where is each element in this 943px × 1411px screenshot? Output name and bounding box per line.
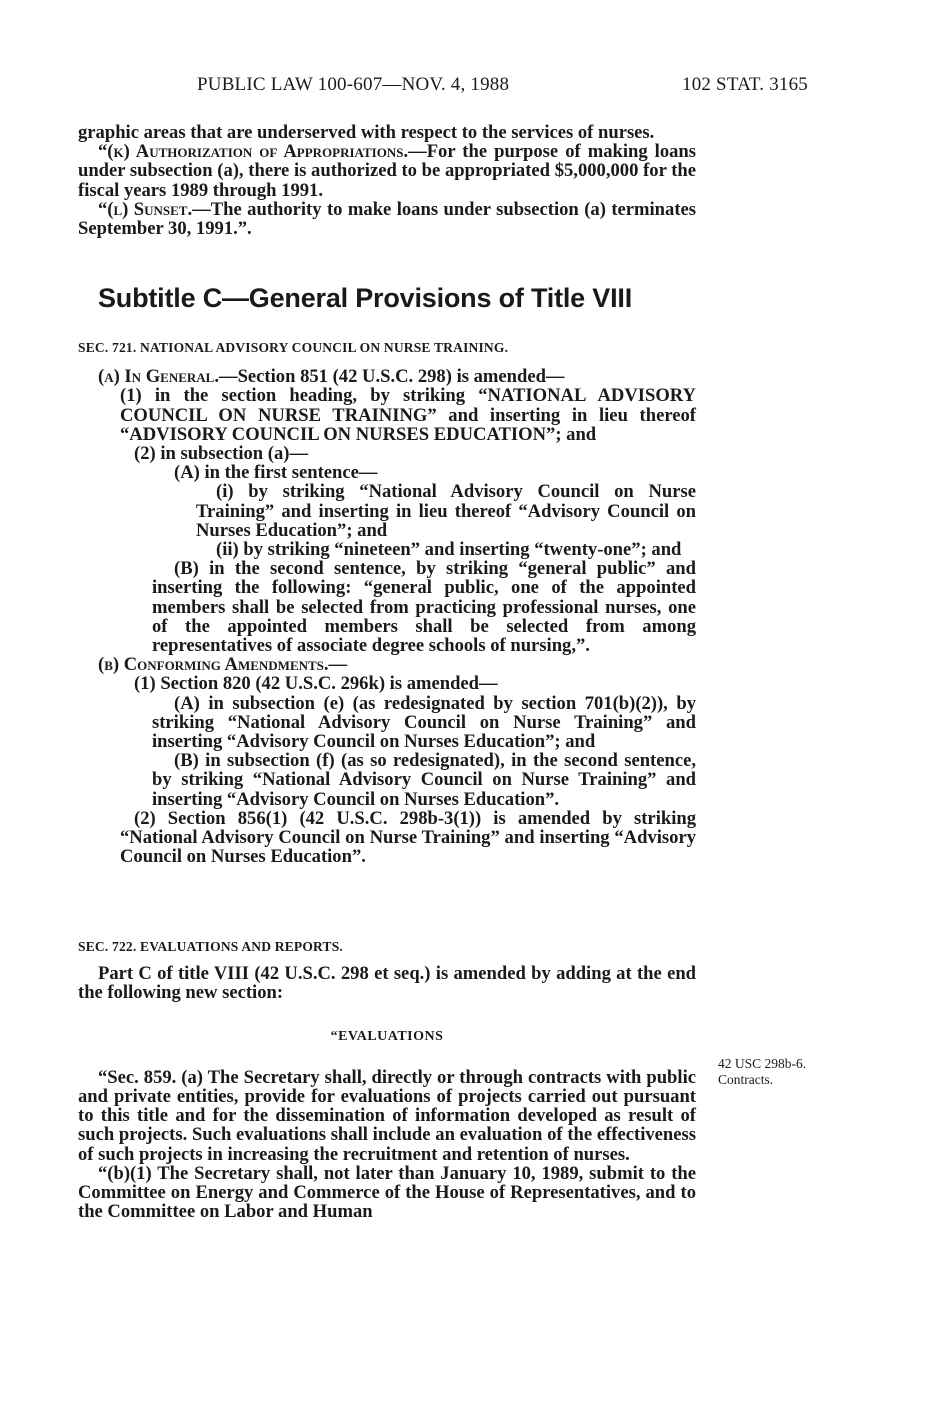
section-721-a <box>78 367 696 386</box>
item-a2: (2) in subsection (a)— <box>134 443 309 465</box>
item-b1A: (A) in subsection (e) (as redesignated by section 701(b)(2)), by striking “National Advisory Council on Nurse Training” and inserting “Advisory Council on Nurses Education”; and <box>152 692 696 753</box>
sec-859-a: “Sec. 859. (a) The Secretary shall, directly or through contracts with public and private entities, provide for evaluations of projects carried out pursuant to this title and for the dissemination of information developed as result of such projects. Such evaluations shall include an evaluation of the effectiveness of such projects in increasing the recruitment and retention of nurses. <box>78 1066 696 1165</box>
section-721 <box>78 338 696 866</box>
margin-note <box>718 1056 806 1088</box>
subtitle-heading: Subtitle C—General Provisions of Title VIII <box>98 283 633 313</box>
paragraph-continuation: graphic areas that are underserved with respect to the services of nurses. <box>78 122 655 143</box>
evaluations-heading: “EVALUATIONS <box>330 1028 444 1044</box>
margin-note-contracts: Contracts. <box>718 1072 774 1087</box>
section-721-a-text: —Section 851 (42 U.S.C. 298) is amended— <box>218 366 565 388</box>
item-a1: (1) in the section heading, by striking “NATIONAL ADVISORY COUNCIL ON NURSE TRAINING” and inserting in lieu thereof “ADVISORY COUNCIL ON NURSES EDUCATION”; and <box>120 385 696 445</box>
running-head-left: PUBLIC LAW 100-607—NOV. 4, 1988 <box>197 74 510 95</box>
subsection-k-label: “(k) Authorization of Appropriations. <box>98 141 409 163</box>
item-a2Ai: (i) by striking “National Advisory Council on Nurse Training” and inserting in lieu thereof “Advisory Council on Nurses Education”; and <box>196 481 696 541</box>
section-721-b <box>78 655 696 674</box>
top-continuation <box>78 123 696 238</box>
item-b1B: (B) in subsection (f) (as so redesignated), in the second sentence, by striking “National Advisory Council on Nurse Training” and inserting “Advisory Council on Nurses Education”. <box>152 750 696 810</box>
item-a2A: (A) in the first sentence— <box>174 462 378 484</box>
item-a2B: (B) in the second sentence, by striking “general public” and inserting the following: “general public, one of the appointed members shall be selected from practicing professional nurses, one of the appointed members shall be selected from among representatives of associate degree schools of nursing,”. <box>152 558 696 657</box>
item-b1: (1) Section 820 (42 U.S.C. 296k) is amended— <box>134 673 498 695</box>
subsection-l-text: —The authority to make loans under subsection (a) terminates September 30, 1991.”. <box>78 198 697 240</box>
section-721-a-label: (a) In General. <box>98 366 219 388</box>
section-722 <box>78 937 696 1221</box>
subsection-l <box>78 200 696 238</box>
section-721-b-text: — <box>328 654 348 676</box>
subsection-k <box>78 142 696 200</box>
item-a2Aii: (ii) by striking “nineteen” and inserting “twenty-one”; and <box>216 539 682 561</box>
section-721-b-label: (b) Conforming Amendments. <box>98 654 329 676</box>
section-721-heading: SEC. 721. NATIONAL ADVISORY COUNCIL ON NURSE TRAINING. <box>78 340 509 355</box>
subsection-l-label: “(l) Sunset. <box>98 198 193 220</box>
page-stat-citation: 102 STAT. 3165 <box>682 74 809 95</box>
subsection-k-text: —For the purpose of making loans under subsection (a), there is authorized to be appropriated $5,000,000 for the fiscal years 1989 through 1991. <box>78 141 696 201</box>
section-722-intro: Part C of title VIII (42 U.S.C. 298 et seq.) is amended by adding at the end the following new section: <box>78 963 696 1004</box>
sec-859-b: “(b)(1) The Secretary shall, not later than January 10, 1989, submit to the Committee on Energy and Commerce of the House of Representatives, and to the Committee on Labor and Human <box>78 1162 696 1223</box>
item-b2: (2) Section 856(1) (42 U.S.C. 298b-3(1)) is amended by striking “National Advisory Council on Nurse Training” and inserting “Advisory Council on Nurses Education”. <box>120 807 696 868</box>
section-722-heading: SEC. 722. EVALUATIONS AND REPORTS. <box>78 939 344 954</box>
margin-note-citation: 42 USC 298b-6. <box>718 1056 807 1071</box>
